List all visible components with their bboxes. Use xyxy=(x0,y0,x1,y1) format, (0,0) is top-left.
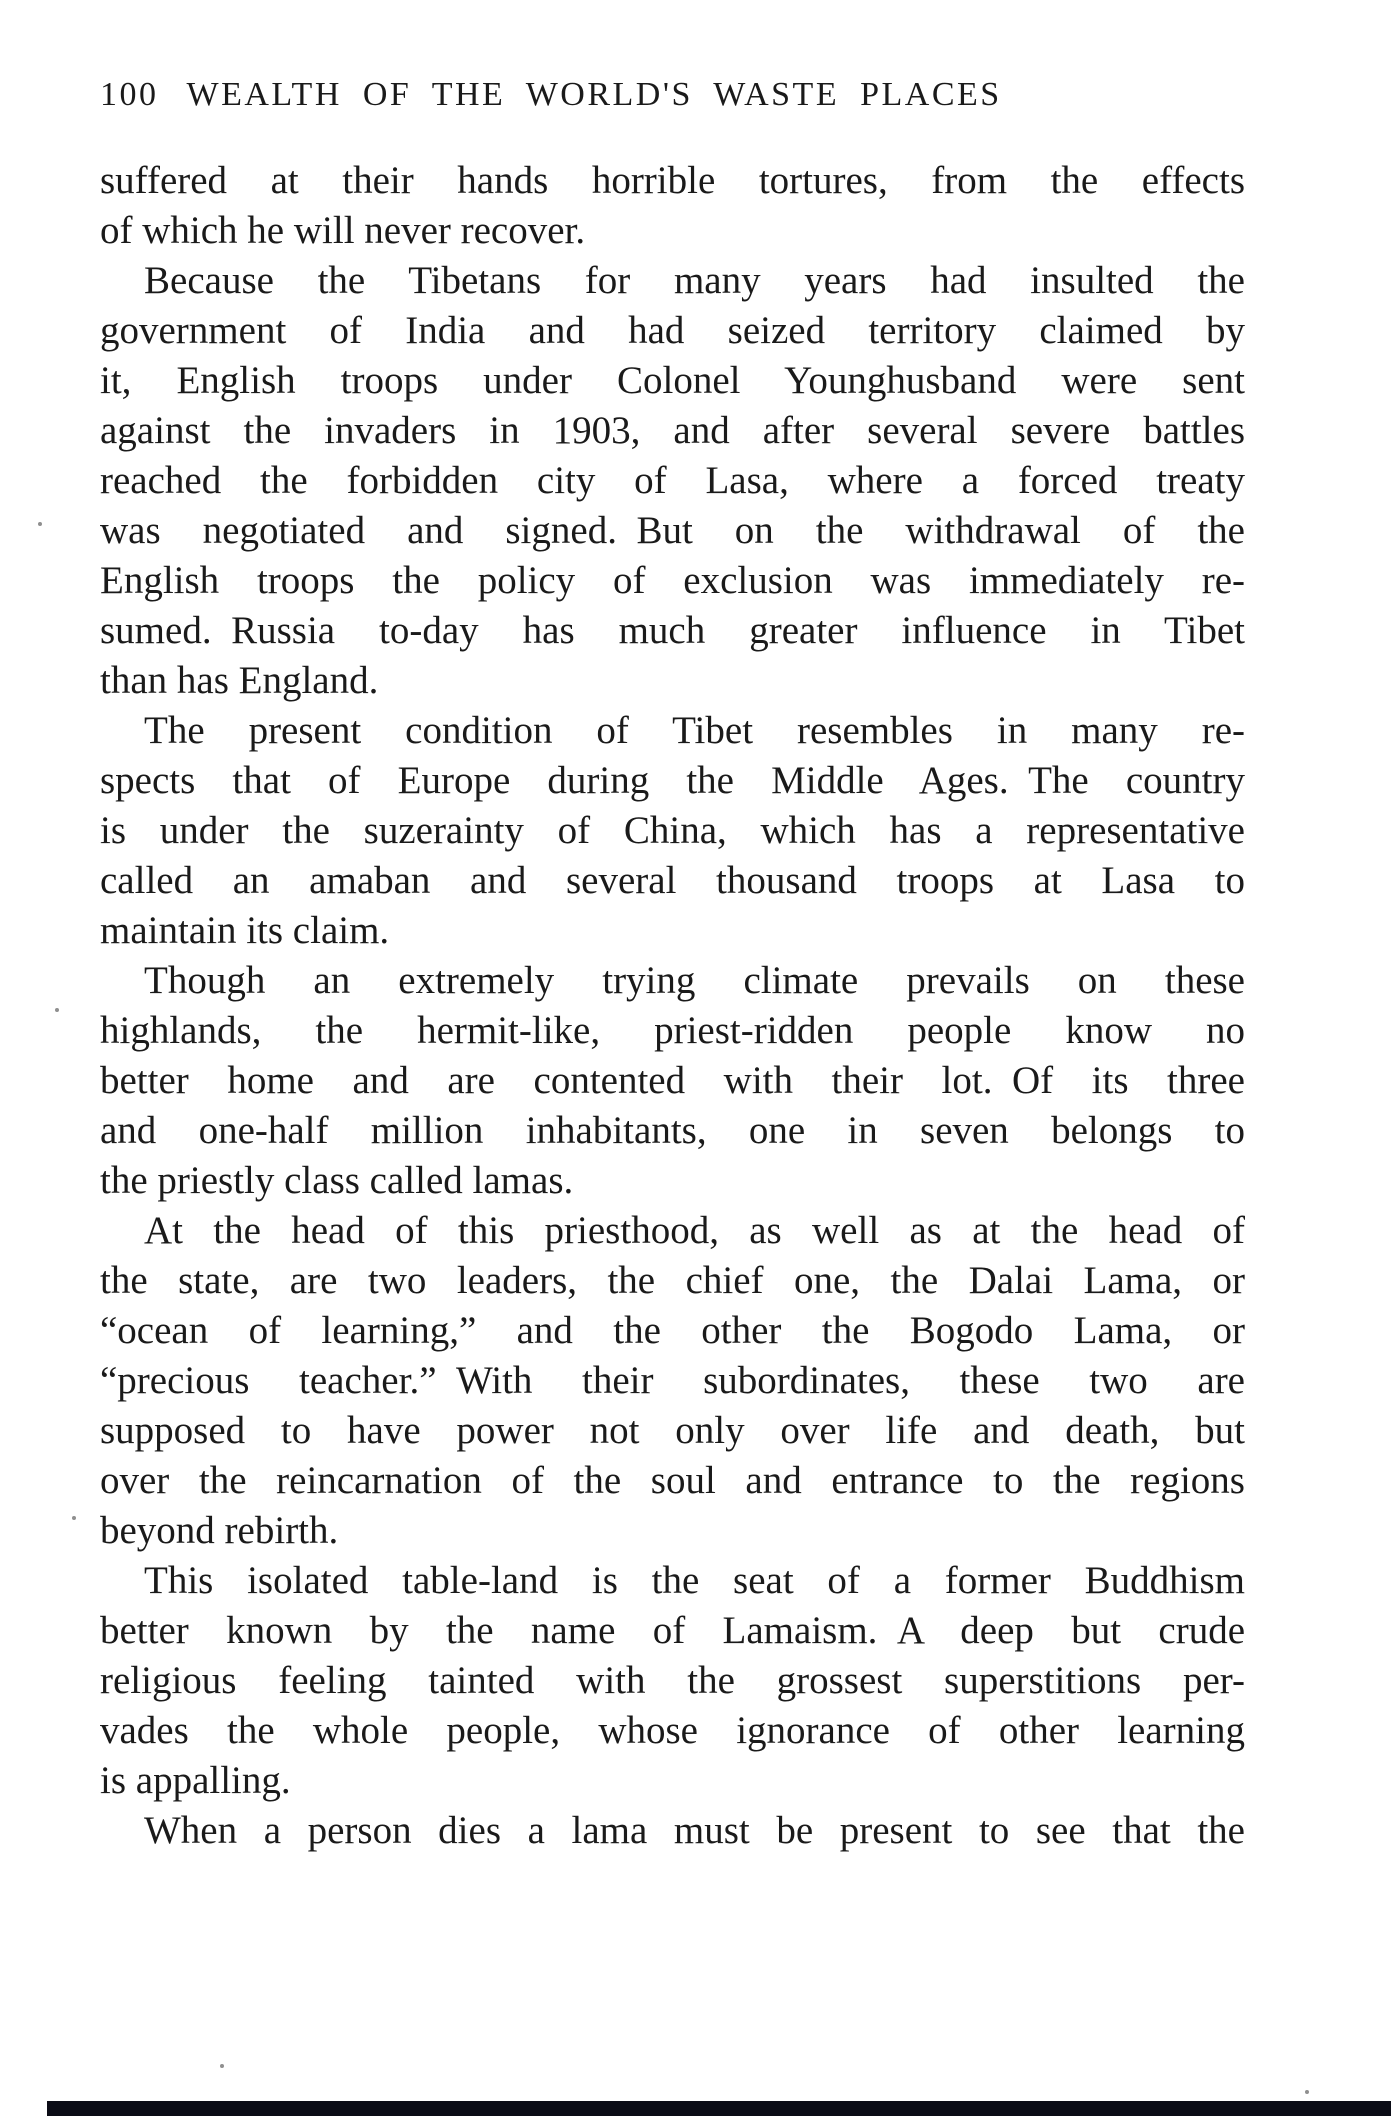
text-line: Though an extremely trying climate prevails on these xyxy=(144,959,1245,1002)
text-line: of which he will never recover. xyxy=(100,209,586,252)
text-line: The present condition of Tibet resembles in many re- xyxy=(144,709,1245,752)
text-block xyxy=(100,156,1245,1856)
text-line: it, English troops under Colonel Younghusband were sent xyxy=(100,359,1245,402)
text-line: vades the whole people, whose ignorance of other learning xyxy=(100,1709,1245,1752)
text-line: better home and are contented with their lot. Of its three xyxy=(100,1059,1245,1102)
page-number: 100 xyxy=(100,76,159,113)
text-line: maintain its claim. xyxy=(100,909,390,952)
text-line: spects that of Europe during the Middle Ages. The country xyxy=(100,759,1245,802)
text-line: supposed to have power not only over life and death, but xyxy=(100,1409,1245,1452)
paragraph xyxy=(100,1206,1245,1556)
text-line: reached the forbidden city of Lasa, where a forced treaty xyxy=(100,459,1245,502)
paragraph xyxy=(100,256,1245,706)
text-line: and one-half million inhabitants, one in seven belongs to xyxy=(100,1109,1245,1152)
paragraph xyxy=(100,1556,1245,1806)
running-header xyxy=(100,76,1260,114)
text-line: This isolated table-land is the seat of a former Buddhism xyxy=(144,1559,1245,1602)
text-line: English troops the policy of exclusion was immediately re- xyxy=(100,559,1245,602)
text-line: than has England. xyxy=(100,659,379,702)
scan-speck xyxy=(72,1516,76,1520)
scan-speck xyxy=(220,2064,224,2068)
paragraph xyxy=(100,156,1245,256)
text-line: When a person dies a lama must be present to see that the xyxy=(144,1809,1245,1852)
text-line: highlands, the hermit-like, priest-ridden people know no xyxy=(100,1009,1245,1052)
paragraph xyxy=(100,1806,1245,1856)
text-line: religious feeling tainted with the grossest superstitions per- xyxy=(100,1659,1245,1702)
scan-speck xyxy=(55,1008,59,1012)
page-title: WEALTH OF THE WORLD'S WASTE PLACES xyxy=(186,76,1002,113)
text-line: “precious teacher.” With their subordinates, these two are xyxy=(100,1359,1245,1402)
text-line: against the invaders in 1903, and after several severe battles xyxy=(100,409,1245,452)
text-line: is under the suzerainty of China, which has a representative xyxy=(100,809,1245,852)
paragraph xyxy=(100,706,1245,956)
paragraph xyxy=(100,956,1245,1206)
text-line: the state, are two leaders, the chief one, the Dalai Lama, or xyxy=(100,1259,1245,1302)
text-line: better known by the name of Lamaism. A deep but crude xyxy=(100,1609,1245,1652)
text-line: the priestly class called lamas. xyxy=(100,1159,574,1202)
scan-speck xyxy=(1305,2090,1309,2094)
text-line: over the reincarnation of the soul and entrance to the regions xyxy=(100,1459,1245,1502)
scan-speck xyxy=(38,522,42,526)
text-line: government of India and had seized territory claimed by xyxy=(100,309,1245,352)
scan-edge-artifact xyxy=(47,2101,1391,2116)
text-line: “ocean of learning,” and the other the Bogodo Lama, or xyxy=(100,1309,1245,1352)
text-line: Because the Tibetans for many years had insulted the xyxy=(144,259,1245,302)
text-line: suffered at their hands horrible tortures, from the effects xyxy=(100,159,1245,202)
text-line: is appalling. xyxy=(100,1759,291,1802)
text-line: was negotiated and signed. But on the withdrawal of the xyxy=(100,509,1245,552)
text-line: called an amaban and several thousand troops at Lasa to xyxy=(100,859,1245,902)
text-line: sumed. Russia to-day has much greater influence in Tibet xyxy=(100,609,1245,652)
text-line: beyond rebirth. xyxy=(100,1509,339,1552)
text-line: At the head of this priesthood, as well as at the head of xyxy=(144,1209,1245,1252)
